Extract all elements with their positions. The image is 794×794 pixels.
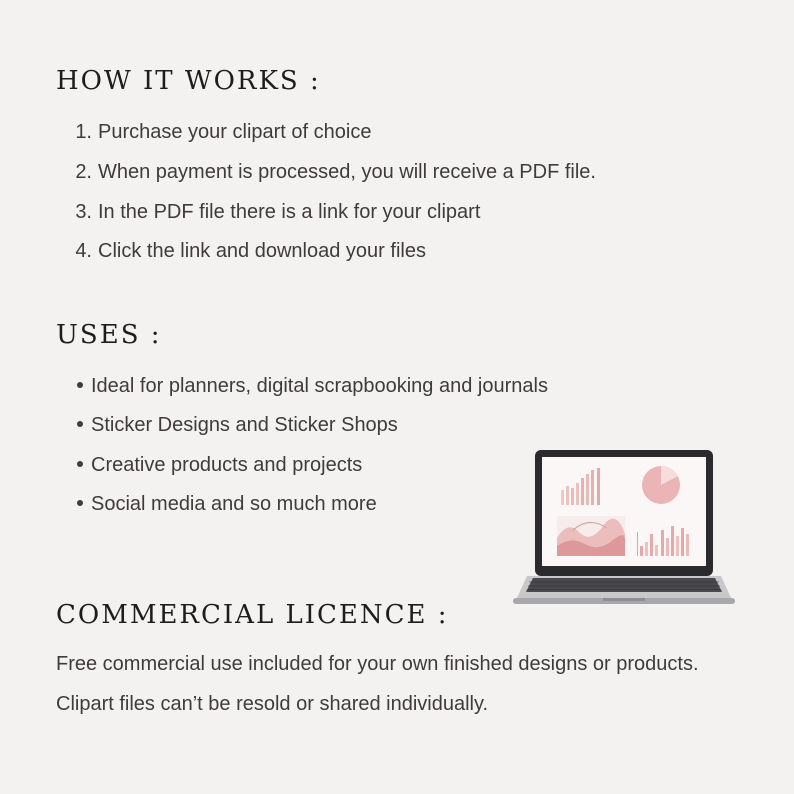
uses-heading: USES :: [56, 320, 162, 350]
step-4: [70, 240, 426, 263]
use-item-1: [77, 375, 548, 398]
use-item-4: [77, 493, 377, 516]
bullet-icon: [77, 421, 83, 427]
use-text: Social media and so much more: [91, 493, 377, 515]
step-text: In the PDF file there is a link for your clipart: [98, 201, 481, 223]
bullet-icon: [77, 500, 83, 506]
use-text: Sticker Designs and Sticker Shops: [91, 414, 398, 436]
use-item-2: [77, 414, 398, 437]
step-1: [70, 121, 371, 144]
commercial-licence-heading: COMMERCIAL LICENCE :: [56, 600, 449, 630]
step-number: 3.: [75, 201, 92, 223]
licence-line-2: Clipart files can’t be resold or shared individually.: [56, 693, 489, 715]
step-text: Click the link and download your files: [98, 240, 426, 262]
step-text: When payment is processed, you will receive a PDF file.: [98, 161, 596, 183]
step-3: [70, 201, 480, 224]
bullet-icon: [77, 382, 83, 388]
use-item-3: [77, 454, 362, 477]
licence-line-1: Free commercial use included for your own finished designs or products.: [56, 653, 699, 675]
bullet-icon: [77, 461, 83, 467]
use-text: Ideal for planners, digital scrapbooking and journals: [91, 375, 548, 397]
step-text: Purchase your clipart of choice: [98, 121, 372, 143]
step-number: 4.: [75, 240, 92, 262]
step-number: 1.: [75, 121, 92, 143]
laptop-charts-icon: [513, 450, 735, 608]
use-text: Creative products and projects: [91, 454, 363, 476]
step-2: [70, 161, 596, 184]
how-it-works-heading: HOW IT WORKS :: [56, 66, 321, 96]
step-number: 2.: [75, 161, 92, 183]
